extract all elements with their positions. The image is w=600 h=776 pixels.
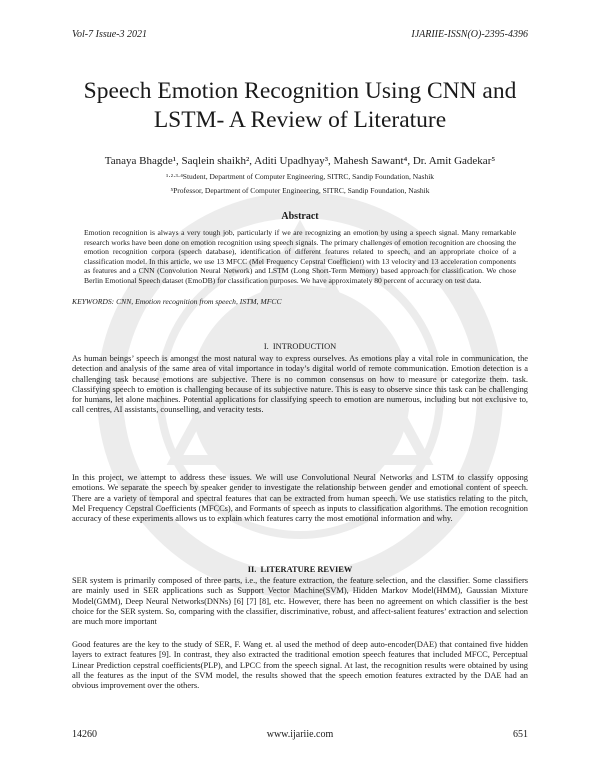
journal-volume: Vol-7 Issue-3 2021 <box>72 29 147 40</box>
literature-paragraph-1: SER system is primarily composed of three parts, i.e., the feature extraction, the feature selection, and the classifier. Some classifiers are mainly used in SER applications such as Support Vector Machine(SVM), Hidden Markov Model(HMM), Gaussian Mixture Model(GMM), Deep Neural Networks(DNNs) [6] [7] [8], etc. However, there has been no agreement on which classifier is the best choice for the SER system. So, comparing with the classifier, discriminative, robust, and affect-salient features’ extraction and selection are much more important <box>72 576 528 627</box>
section-number: II. <box>247 565 257 574</box>
section-heading-literature <box>60 565 540 574</box>
intro-paragraph-2: In this project, we attempt to address these issues. We will use Convolutional Neural Networks and LSTM to classify opposing emotions. We separate the speech by speaker gender to investigate the relationship between gender and emotional content of speech. There are a variety of temporal and spectral features that can be extracted from human speech. We use statistics relating to the pitch, Mel Frequency Cepstral Coefficients (MFCCs), and Formants of speech as inputs to classification algorithms. The emotion recognition accuracy of these experiments allows us to explain which features carry the most emotional information and why. <box>72 473 528 524</box>
abstract-heading: Abstract <box>281 211 319 222</box>
affiliation-students: ¹·²·³·⁴Student, Department of Computer Engineering, SITRC, Sandip Foundation, Nashik <box>165 172 435 181</box>
section-title: LITERATURE REVIEW <box>260 565 353 574</box>
paper-title: Speech Emotion Recognition Using CNN and LSTM- A Review of Literature <box>83 78 517 133</box>
section-heading-introduction <box>60 342 540 351</box>
footer-page-number: 651 <box>513 729 528 740</box>
keywords: KEYWORDS: CNN, Emotion recognition from speech, ISTM, MFCC <box>72 297 282 306</box>
author-list: Tanaya Bhagde¹, Saqlein shaikh², Aditi Upadhyay³, Mahesh Sawant⁴, Dr. Amit Gadekar⁵ <box>104 155 496 167</box>
footer-website-link[interactable]: www.ijariie.com <box>266 729 334 740</box>
abstract-body: Emotion recognition is always a very tough job, particularly if we are recognizing an emotion by using a speech signal. Many remarkable research works have been done on emotion recognition using speech signals. The primary challenges of emotion recognition are choosing the emotion recognition corpora (speech database), identification of different features related to speech, and an appropriate choice of a classification model. In this article, we use 13 MFCC (Mel Frequency Cepstral Coefficient) with 13 velocity and 13 acceleration components as features and a CNN (Convolution Neural Network) and LSTM (Long Short-Term Memory) based approach for classification. We chose Berlin Emotional Speech dataset (EmoDB) for classification purposes. We have approximately 80 percent of accuracy on test data. <box>84 228 516 285</box>
section-title: INTRODUCTION <box>272 342 337 351</box>
footer-paper-id: 14260 <box>72 729 97 740</box>
affiliation-professor: ⁵Professor, Department of Computer Engineering, SITRC, Sandip Foundation, Nashik <box>170 186 430 195</box>
intro-paragraph-1: As human beings’ speech is amongst the most natural way to express ourselves. As emotions play a vital role in communication, the detection and analysis of the same area of vital importance in today’s digital world of remote communication. Emotion detection is a challenging task because emotions are subjective. There is no common consensus on how to measure or categorize them. task. Classifying speech to emotion is challenging because of its subjective nature. This is easy to observe since this task can be challenging for humans, let alone machines. Potential applications for classifying speech to emotion are numerous, including but not exclusive to, call centres, AI assistants, counselling, and veracity tests. <box>72 354 528 415</box>
literature-paragraph-2: Good features are the key to the study of SER, F. Wang et. al used the method of deep auto-encoder(DAE) that contained five hidden layers to extract features [9]. In contrast, they also extracted the traditional emotion speech features that included MFCC, Perceptual Linear Prediction cepstral coefficients(PLP), and LPCC from the speech signal. At last, the recognition results were obtained by using all the features as the input of the SVM model, the results showed that the speech emotion features extracted by the DAE had an obvious improvement over the others. <box>72 640 528 691</box>
journal-issn: IJARIIE-ISSN(O)-2395-4396 <box>411 29 528 40</box>
section-number: I. <box>263 342 269 351</box>
